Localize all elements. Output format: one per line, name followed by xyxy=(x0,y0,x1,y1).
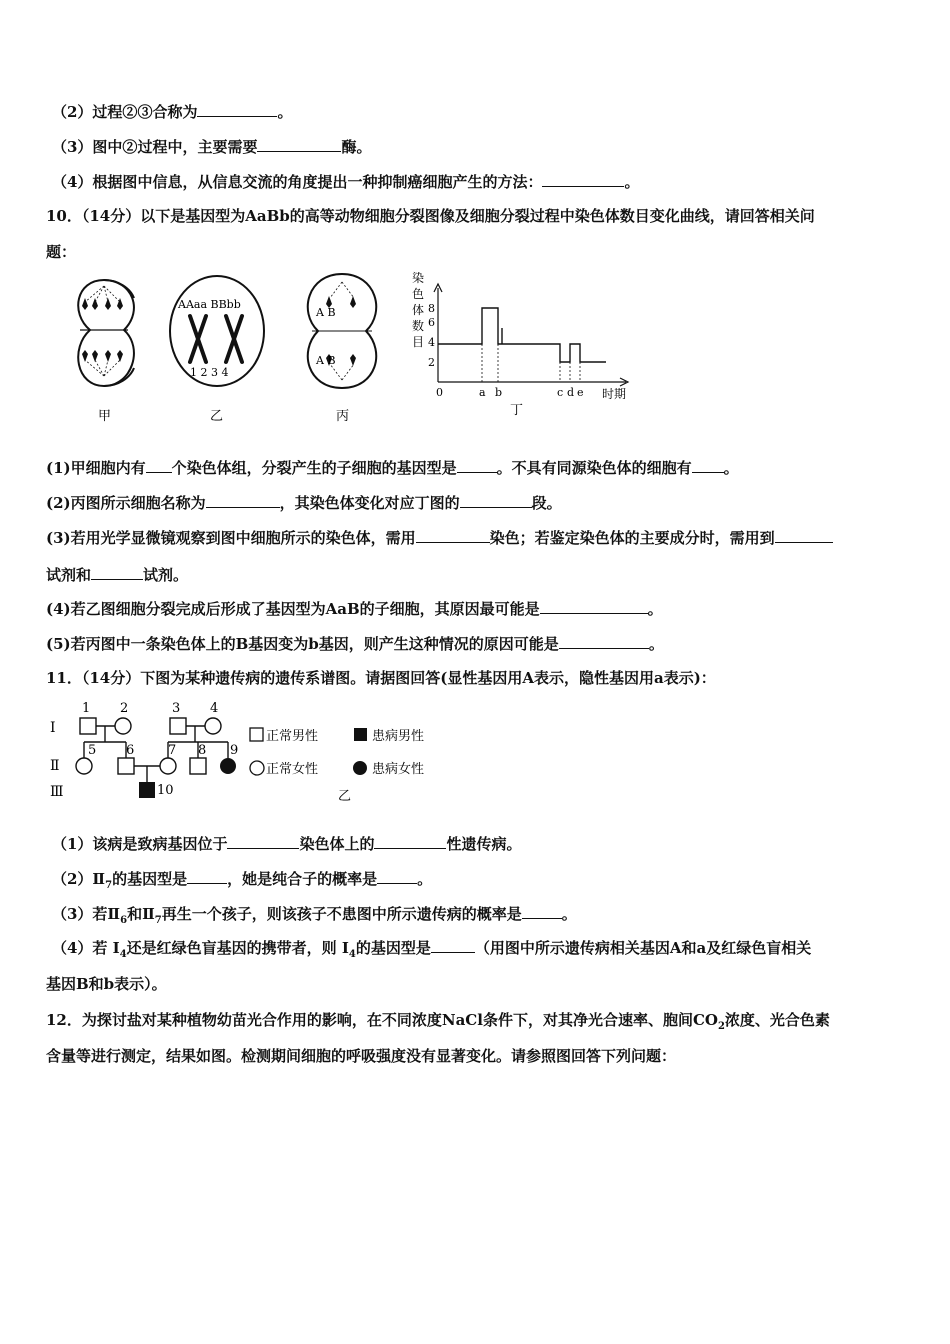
graph-xtick-a: a xyxy=(479,386,486,399)
fig-label-ding: 丁 xyxy=(510,403,524,418)
ind-7: 7 xyxy=(168,743,177,758)
q9-part2: （2）过程②③合称为 。 xyxy=(52,103,293,121)
answer-blank[interactable] xyxy=(540,599,648,614)
fig-label-jia: 甲 xyxy=(98,409,112,424)
ind-6: 6 xyxy=(126,743,135,758)
yi-chromosome-numbers: 1 2 3 4 xyxy=(190,366,229,379)
q11-stem: 11．（14分）下图为某种遗传病的遗传系谱图。请据图回答(显性基因用A表示，隐性基因用a表示)： xyxy=(46,669,716,687)
bing-top-genes: A B xyxy=(316,306,336,319)
answer-blank[interactable] xyxy=(775,528,833,543)
graph-ylabel-4: 数 xyxy=(412,319,425,333)
answer-blank[interactable] xyxy=(416,528,490,543)
q10-sub2: (2)丙图所示细胞名称为 ，其染色体变化对应丁图的 段。 xyxy=(46,494,562,512)
answer-blank[interactable] xyxy=(187,869,227,884)
graph-ytick-4: 4 xyxy=(428,336,435,349)
gen-label-2: Ⅱ xyxy=(50,758,60,774)
graph-ylabel-2: 色 xyxy=(412,287,425,301)
ind-5: 5 xyxy=(88,743,97,758)
answer-blank[interactable] xyxy=(522,904,562,919)
graph-ytick-6: 6 xyxy=(428,316,435,329)
graph-xtick-c: c xyxy=(557,386,564,399)
ind-4: 4 xyxy=(210,701,219,716)
ind-1: 1 xyxy=(82,701,91,716)
legend-affected-male: 患病男性 xyxy=(372,729,425,744)
q11-sub2: $(2)Ⅱ_7$的基因型是 ，她是纯合子的概率是 。 xyxy=(52,870,433,891)
graph-xtick-d: d xyxy=(567,386,575,399)
q10-sub4: (4)若乙图细胞分裂完成后形成了基因型为AaB的子细胞，其原因最可能是 。 xyxy=(46,600,663,618)
answer-blank[interactable] xyxy=(146,458,172,473)
q11-sub4: （4）若 $I_4$还是红绿色盲基因的携带者，则 $I_4$的基因型是 （用图中所示遗传病相关基因A和a及红绿色盲相关 xyxy=(52,939,812,960)
cell-division-figure xyxy=(60,268,645,428)
answer-blank[interactable] xyxy=(257,137,341,152)
graph-xlabel: 时期 xyxy=(602,387,627,401)
q11-sub1: （1）该病是致病基因位于 染色体上的 性遗传病。 xyxy=(52,835,522,853)
q11-sub3: （3）若$Ⅱ_6$和$Ⅱ_7$再生一个孩子，则该孩子不患图中所示遗传病的概率是 。 xyxy=(52,905,577,926)
legend-affected-female: 患病女性 xyxy=(372,762,425,777)
cell-jia xyxy=(78,280,134,386)
q11-sub4-cont: 基因B和b表示）。 xyxy=(46,975,167,993)
pedigree-figure xyxy=(46,698,466,808)
chromosome-count-graph xyxy=(412,270,628,418)
ind-9: 9 xyxy=(230,743,239,758)
answer-blank[interactable] xyxy=(457,458,497,473)
q12-stem-cont: 含量等进行测定，结果如图。检测期间细胞的呼吸强度没有显著变化。请参照图回答下列问题： xyxy=(46,1047,677,1065)
q10-sub1: (1)甲细胞内有 个染色体组，分裂产生的子细胞的基因型是 。不具有同源染色体的细胞有 。 xyxy=(46,459,739,477)
q10-sub3: (3)若用光学显微镜观察到图中细胞所示的染色体，需用 染色；若鉴定染色体的主要成分时，需用到 xyxy=(46,528,833,548)
graph-ylabel-1: 染 xyxy=(412,271,425,285)
yi-gene-labels: AAaa BBbb xyxy=(178,298,241,311)
fig-label-bing: 丙 xyxy=(336,409,350,424)
answer-blank[interactable] xyxy=(542,172,624,187)
q10-stem: 10．（14分）以下是基因型为AaBb的高等动物细胞分裂图像及细胞分裂过程中染色体数目变化曲线，请回答相关问 xyxy=(46,207,815,225)
q9-part4: （4）根据图中信息，从信息交流的角度提出一种抑制癌细胞产生的方法： 。 xyxy=(52,173,640,191)
answer-blank[interactable] xyxy=(431,938,475,953)
ind-8: 8 xyxy=(198,743,207,758)
q10-sub5: (5)若丙图中一条染色体上的B基因变为b基因，则产生这种情况的原因可能是 。 xyxy=(46,635,664,653)
ind-3: 3 xyxy=(172,701,181,716)
graph-ylabel-5: 目 xyxy=(412,335,425,349)
ind-2: 2 xyxy=(120,701,129,716)
answer-blank[interactable] xyxy=(91,565,143,580)
legend-normal-male: 正常男性 xyxy=(266,729,319,744)
answer-blank[interactable] xyxy=(197,102,277,117)
pedigree-legend xyxy=(250,728,424,804)
q10-stem-cont: 题： xyxy=(46,243,77,261)
answer-blank[interactable] xyxy=(559,634,649,649)
gen-label-1: Ⅰ xyxy=(50,720,56,736)
ind-10: 10 xyxy=(157,783,174,798)
answer-blank[interactable] xyxy=(692,458,724,473)
legend-normal-female: 正常女性 xyxy=(266,762,319,777)
graph-xtick-b: b xyxy=(495,386,503,399)
cell-bing xyxy=(308,274,376,388)
answer-blank[interactable] xyxy=(227,834,299,849)
bing-bottom-genes: A B xyxy=(316,354,336,367)
answer-blank[interactable] xyxy=(206,493,280,508)
graph-ytick-2: 2 xyxy=(428,356,435,369)
answer-blank[interactable] xyxy=(377,869,417,884)
q10-sub3-cont: 试剂和 试剂。 xyxy=(46,566,189,584)
answer-blank[interactable] xyxy=(374,834,446,849)
q12-stem: 12．为探讨盐对某种植物幼苗光合作用的影响，在不同浓度NaCl条件下，对其净光合速率、胞间$CO_2$浓度、光合色素 xyxy=(46,1011,830,1032)
fig-label-yi-pedigree: 乙 xyxy=(338,789,352,804)
answer-blank[interactable] xyxy=(460,493,532,508)
graph-ytick-8: 8 xyxy=(428,302,435,315)
graph-origin: 0 xyxy=(436,386,443,399)
q9-part3: （3）图中②过程中，主要需要 酶。 xyxy=(52,138,372,156)
fig-label-yi: 乙 xyxy=(210,409,224,424)
gen-label-3: Ⅲ xyxy=(50,784,64,800)
graph-ylabel-3: 体 xyxy=(412,303,425,317)
cell-yi xyxy=(170,276,264,386)
graph-xtick-e: e xyxy=(577,386,584,399)
